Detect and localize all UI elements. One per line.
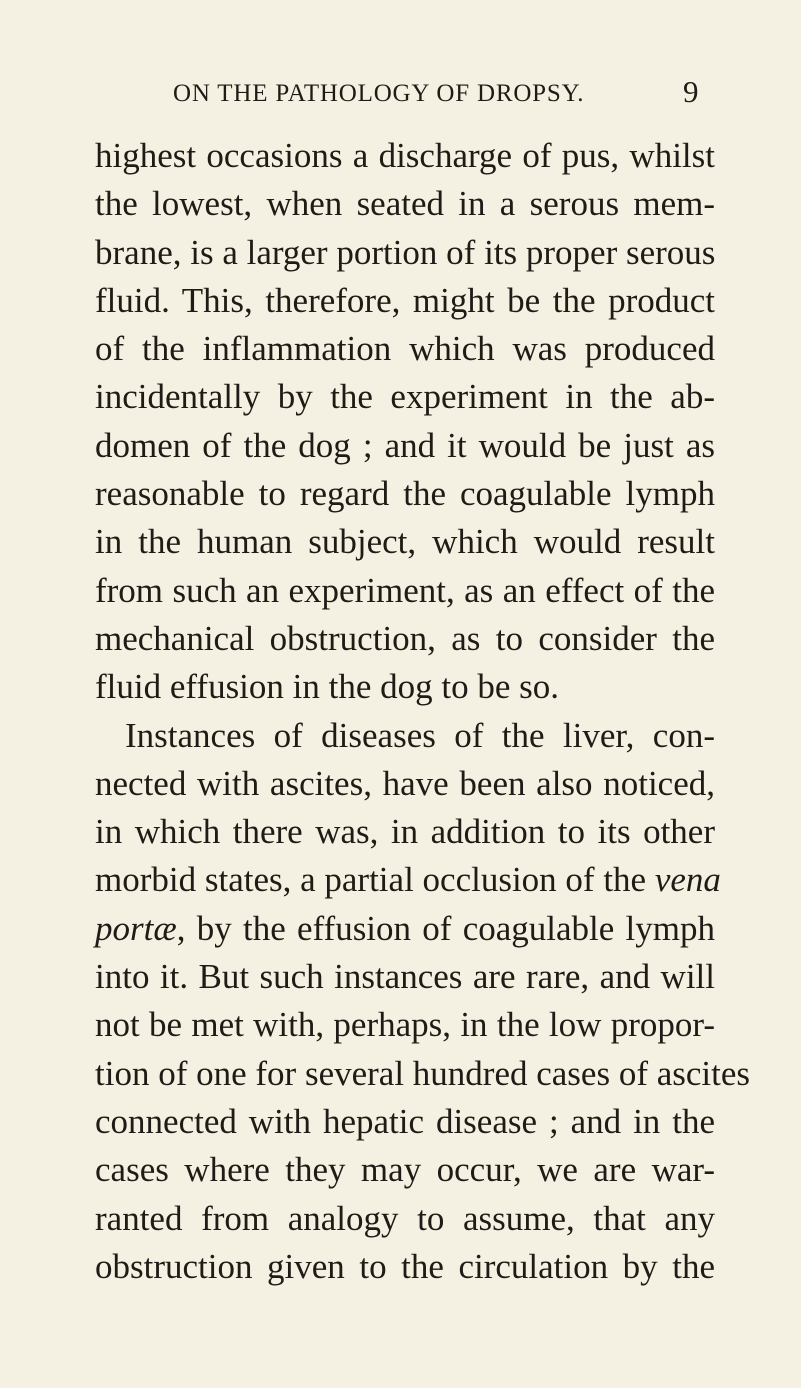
text-line xyxy=(95,905,715,953)
text-line: reasonable to regard the coagulable lymph xyxy=(95,474,715,514)
text-line: fluid effusion in the dog to be so. xyxy=(95,667,560,707)
text-line: domen of the dog ; and it would be just as xyxy=(95,425,715,465)
text-line xyxy=(95,856,721,904)
italic-term: portæ xyxy=(95,908,177,948)
text-line: incidentally by the experiment in the ab- xyxy=(95,377,715,417)
text-line: highest occasions a discharge of pus, whilst xyxy=(95,136,715,175)
text-line: obstruction given to the circulation by the xyxy=(95,1246,715,1286)
text-line: mechanical obstruction, as to consider the xyxy=(95,618,715,658)
text-line: from such an experiment, as an effect of the xyxy=(95,570,715,610)
text-line: of the inflammation which was produced xyxy=(95,329,715,369)
text-line: brane, is a larger portion of its proper serous xyxy=(95,232,716,272)
text-line: connected with hepatic disease ; and in the xyxy=(95,1101,715,1141)
text-fragment: morbid states, a partial occlusion of the xyxy=(95,860,647,900)
text-line: nected with ascites, have been also noticed, xyxy=(95,763,715,803)
text-line: into it. But such instances are rare, and will xyxy=(95,957,715,997)
italic-term: vena xyxy=(654,860,721,900)
text-line: tion of one for several hundred cases of ascites xyxy=(95,1053,751,1093)
text-line: not be met with, perhaps, in the low propor- xyxy=(95,1005,715,1045)
text-line: in which there was, in addition to its other xyxy=(95,812,715,852)
body-text xyxy=(95,132,751,1291)
text-fragment: , by the effusion of coagulable lymph xyxy=(176,908,715,948)
text-line: in the human subject, which would result xyxy=(95,522,715,562)
text-line: cases where they may occur, we are war- xyxy=(95,1150,715,1190)
page-number: 9 xyxy=(683,74,699,109)
text-line: the lowest, when seated in a serous mem- xyxy=(95,184,715,224)
text-line: ranted from analogy to assume, that any xyxy=(95,1198,715,1238)
running-head: ON THE PATHOLOGY OF DROPSY. xyxy=(173,80,585,107)
text-line: fluid. This, therefore, might be the product xyxy=(95,280,715,320)
text-line: Instances of diseases of the liver, con- xyxy=(125,715,715,755)
